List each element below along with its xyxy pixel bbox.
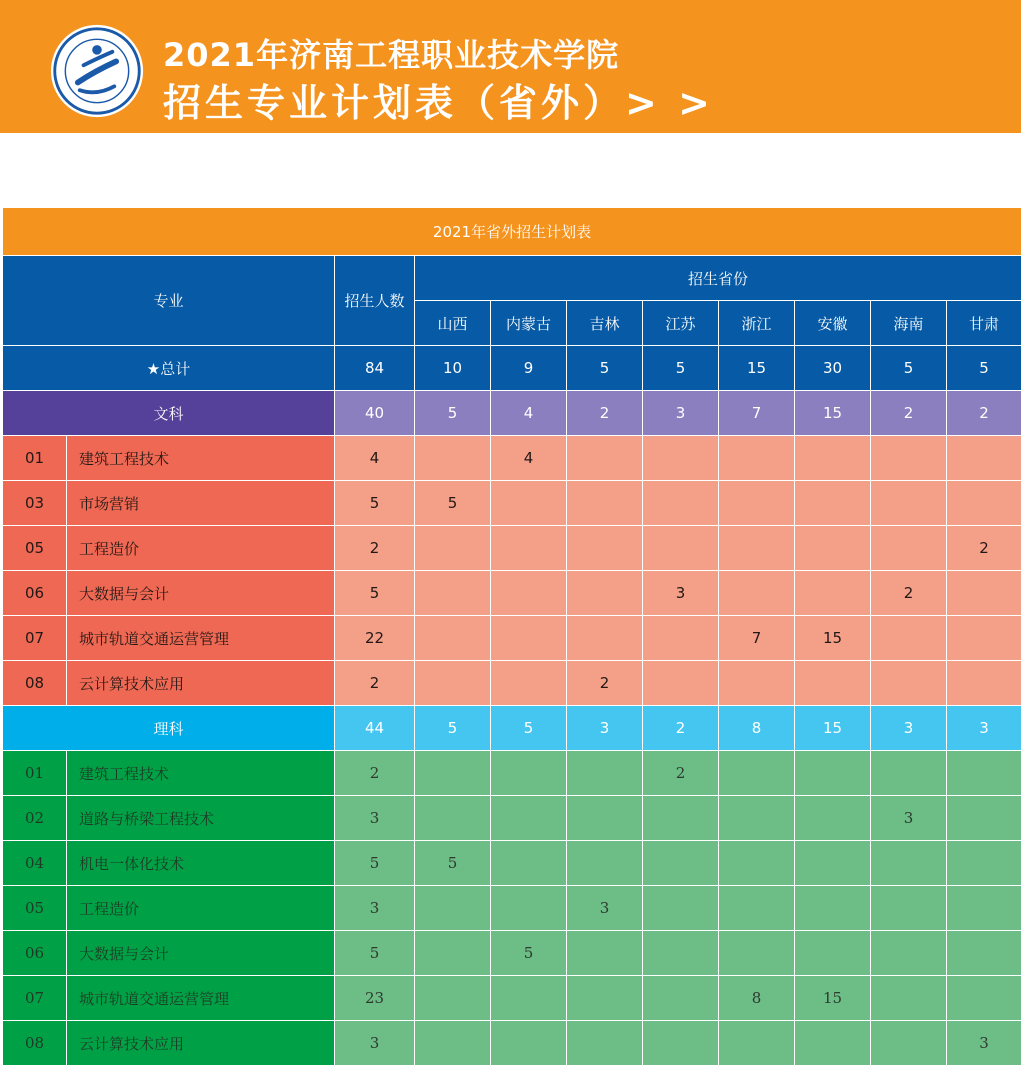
province-quota: [415, 526, 491, 571]
header-banner: [0, 0, 1021, 133]
province-quota: [719, 571, 795, 616]
like-summary-row-value: 3: [871, 706, 947, 751]
total-row-value: 10: [415, 346, 491, 391]
province-quota: 5: [491, 931, 567, 976]
province-quota: [719, 436, 795, 481]
major-code: 03: [3, 481, 67, 526]
page-title-line2: 招生专业计划表（省外）> >: [163, 81, 714, 125]
province-quota: [871, 1021, 947, 1066]
table-row: [3, 841, 1021, 886]
major-count: 5: [335, 571, 415, 616]
province-quota: [795, 796, 871, 841]
major-name: 机电一体化技术: [67, 841, 335, 886]
province-quota: [795, 751, 871, 796]
province-quota: [567, 436, 643, 481]
like-summary-row-value: 15: [795, 706, 871, 751]
province-quota: [643, 796, 719, 841]
province-header: 安徽: [795, 301, 871, 346]
column-header-count: 招生人数: [335, 256, 415, 346]
major-count: 22: [335, 616, 415, 661]
major-count: 2: [335, 751, 415, 796]
province-quota: 4: [491, 436, 567, 481]
province-quota: [795, 886, 871, 931]
like-summary-row-value: 3: [567, 706, 643, 751]
major-code: 04: [3, 841, 67, 886]
province-quota: [643, 661, 719, 706]
major-count: 5: [335, 481, 415, 526]
province-quota: [567, 526, 643, 571]
table-row: [3, 976, 1021, 1021]
column-header-major: 专业: [3, 256, 335, 346]
major-code: 08: [3, 661, 67, 706]
province-quota: [719, 886, 795, 931]
province-quota: [795, 931, 871, 976]
province-quota: [947, 751, 1021, 796]
province-header: 内蒙古: [491, 301, 567, 346]
province-quota: [719, 841, 795, 886]
total-row-value: 5: [643, 346, 719, 391]
province-quota: [643, 976, 719, 1021]
province-quota: [719, 481, 795, 526]
major-count: 4: [335, 436, 415, 481]
province-quota: [871, 616, 947, 661]
province-quota: [491, 796, 567, 841]
major-name: 市场营销: [67, 481, 335, 526]
province-quota: [947, 436, 1021, 481]
table-row: [3, 751, 1021, 796]
province-quota: [415, 1021, 491, 1066]
total-row-value: 15: [719, 346, 795, 391]
total-row-value: 5: [567, 346, 643, 391]
province-quota: 8: [719, 976, 795, 1021]
province-quota: [871, 481, 947, 526]
province-quota: 3: [947, 1021, 1021, 1066]
province-quota: [947, 481, 1021, 526]
province-quota: [947, 796, 1021, 841]
major-name: 大数据与会计: [67, 931, 335, 976]
province-quota: [719, 796, 795, 841]
wenke-summary-row-value: 7: [719, 391, 795, 436]
province-quota: 7: [719, 616, 795, 661]
column-header-provinces: 招生省份: [415, 256, 1021, 301]
like-summary-row-label: 理科: [3, 706, 335, 751]
province-quota: [415, 976, 491, 1021]
province-quota: [567, 751, 643, 796]
table-row: [3, 661, 1021, 706]
major-code: 05: [3, 526, 67, 571]
province-quota: 2: [643, 751, 719, 796]
province-quota: 15: [795, 616, 871, 661]
province-quota: [719, 661, 795, 706]
province-quota: [415, 796, 491, 841]
major-code: 01: [3, 436, 67, 481]
major-name: 工程造价: [67, 886, 335, 931]
province-quota: [567, 796, 643, 841]
province-quota: [567, 571, 643, 616]
table-row: [3, 616, 1021, 661]
major-code: 07: [3, 976, 67, 1021]
province-quota: [947, 616, 1021, 661]
major-name: 云计算技术应用: [67, 1021, 335, 1066]
province-quota: [415, 931, 491, 976]
like-summary-row-value: 5: [415, 706, 491, 751]
province-quota: [871, 931, 947, 976]
province-quota: [415, 616, 491, 661]
province-header: 海南: [871, 301, 947, 346]
province-quota: [947, 841, 1021, 886]
province-quota: [491, 841, 567, 886]
table-row: [3, 796, 1021, 841]
major-name: 城市轨道交通运营管理: [67, 616, 335, 661]
major-count: 3: [335, 796, 415, 841]
major-count: 3: [335, 886, 415, 931]
province-quota: [643, 886, 719, 931]
total-row-value: 5: [871, 346, 947, 391]
table-row: [3, 436, 1021, 481]
province-quota: 2: [871, 571, 947, 616]
province-quota: [947, 931, 1021, 976]
province-header: 江苏: [643, 301, 719, 346]
major-name: 建筑工程技术: [67, 751, 335, 796]
like-summary-row-count: 44: [335, 706, 415, 751]
province-quota: 3: [643, 571, 719, 616]
province-quota: [491, 1021, 567, 1066]
province-quota: [871, 661, 947, 706]
province-quota: [795, 526, 871, 571]
major-code: 07: [3, 616, 67, 661]
wenke-summary-row-value: 2: [567, 391, 643, 436]
total-row: [3, 346, 1021, 391]
province-quota: [643, 481, 719, 526]
table-row: [3, 526, 1021, 571]
major-code: 01: [3, 751, 67, 796]
total-row-value: 9: [491, 346, 567, 391]
page-title-line1: 2021年济南工程职业技术学院: [163, 36, 620, 74]
major-name: 建筑工程技术: [67, 436, 335, 481]
major-count: 3: [335, 1021, 415, 1066]
province-quota: 2: [567, 661, 643, 706]
province-quota: [491, 886, 567, 931]
province-header: 甘肃: [947, 301, 1021, 346]
province-quota: [947, 976, 1021, 1021]
province-quota: [491, 481, 567, 526]
wenke-summary-row: [3, 391, 1021, 436]
province-quota: 3: [871, 796, 947, 841]
province-quota: [567, 976, 643, 1021]
enrollment-plan-table: [2, 207, 1021, 1066]
table-row: [3, 886, 1021, 931]
table-row: [3, 571, 1021, 616]
province-quota: [871, 436, 947, 481]
major-count: 5: [335, 931, 415, 976]
province-quota: 5: [415, 841, 491, 886]
province-quota: [643, 841, 719, 886]
major-count: 2: [335, 661, 415, 706]
province-quota: [795, 571, 871, 616]
province-header: 浙江: [719, 301, 795, 346]
major-name: 道路与桥梁工程技术: [67, 796, 335, 841]
total-row-label: ★总计: [3, 346, 335, 391]
province-quota: [871, 841, 947, 886]
province-quota: [795, 1021, 871, 1066]
province-quota: [871, 526, 947, 571]
province-quota: [871, 976, 947, 1021]
province-quota: [567, 841, 643, 886]
wenke-summary-row-count: 40: [335, 391, 415, 436]
province-quota: [567, 1021, 643, 1066]
major-name: 云计算技术应用: [67, 661, 335, 706]
table-row: [3, 1021, 1021, 1066]
wenke-summary-row-value: 5: [415, 391, 491, 436]
wenke-summary-row-value: 2: [871, 391, 947, 436]
province-quota: 3: [567, 886, 643, 931]
province-header: 山西: [415, 301, 491, 346]
like-summary-row-value: 2: [643, 706, 719, 751]
major-code: 08: [3, 1021, 67, 1066]
province-quota: [491, 751, 567, 796]
province-quota: 2: [947, 526, 1021, 571]
province-quota: [947, 886, 1021, 931]
province-quota: 5: [415, 481, 491, 526]
like-summary-row-value: 8: [719, 706, 795, 751]
province-quota: [643, 931, 719, 976]
province-quota: [719, 931, 795, 976]
province-quota: [719, 526, 795, 571]
province-quota: [947, 661, 1021, 706]
province-quota: [491, 976, 567, 1021]
province-quota: [795, 481, 871, 526]
province-quota: [719, 1021, 795, 1066]
province-header: 吉林: [567, 301, 643, 346]
province-quota: [567, 931, 643, 976]
province-quota: [947, 571, 1021, 616]
major-code: 02: [3, 796, 67, 841]
major-name: 城市轨道交通运营管理: [67, 976, 335, 1021]
province-quota: [491, 571, 567, 616]
wenke-summary-row-label: 文科: [3, 391, 335, 436]
province-quota: [643, 1021, 719, 1066]
like-summary-row: [3, 706, 1021, 751]
major-code: 06: [3, 571, 67, 616]
major-name: 大数据与会计: [67, 571, 335, 616]
province-quota: [643, 616, 719, 661]
province-quota: [795, 841, 871, 886]
province-quota: [491, 616, 567, 661]
province-quota: [415, 886, 491, 931]
province-quota: [491, 526, 567, 571]
province-quota: [567, 616, 643, 661]
major-code: 05: [3, 886, 67, 931]
province-quota: [491, 661, 567, 706]
college-logo: [49, 23, 145, 119]
province-quota: [415, 751, 491, 796]
province-quota: [415, 661, 491, 706]
wenke-summary-row-value: 4: [491, 391, 567, 436]
major-count: 5: [335, 841, 415, 886]
province-quota: [871, 751, 947, 796]
like-summary-row-value: 5: [491, 706, 567, 751]
major-count: 2: [335, 526, 415, 571]
province-quota: [567, 481, 643, 526]
total-row-value: 5: [947, 346, 1021, 391]
province-quota: 15: [795, 976, 871, 1021]
province-quota: [643, 436, 719, 481]
table-row: [3, 931, 1021, 976]
province-quota: [795, 436, 871, 481]
total-row-value: 30: [795, 346, 871, 391]
wenke-summary-row-value: 2: [947, 391, 1021, 436]
province-quota: [643, 526, 719, 571]
table-row: [3, 481, 1021, 526]
province-quota: [719, 751, 795, 796]
province-quota: [415, 436, 491, 481]
total-row-count: 84: [335, 346, 415, 391]
table-caption: 2021年省外招生计划表: [3, 208, 1021, 256]
province-quota: [795, 661, 871, 706]
province-quota: [871, 886, 947, 931]
wenke-summary-row-value: 3: [643, 391, 719, 436]
province-quota: [415, 571, 491, 616]
major-name: 工程造价: [67, 526, 335, 571]
major-code: 06: [3, 931, 67, 976]
like-summary-row-value: 3: [947, 706, 1021, 751]
major-count: 23: [335, 976, 415, 1021]
wenke-summary-row-value: 15: [795, 391, 871, 436]
